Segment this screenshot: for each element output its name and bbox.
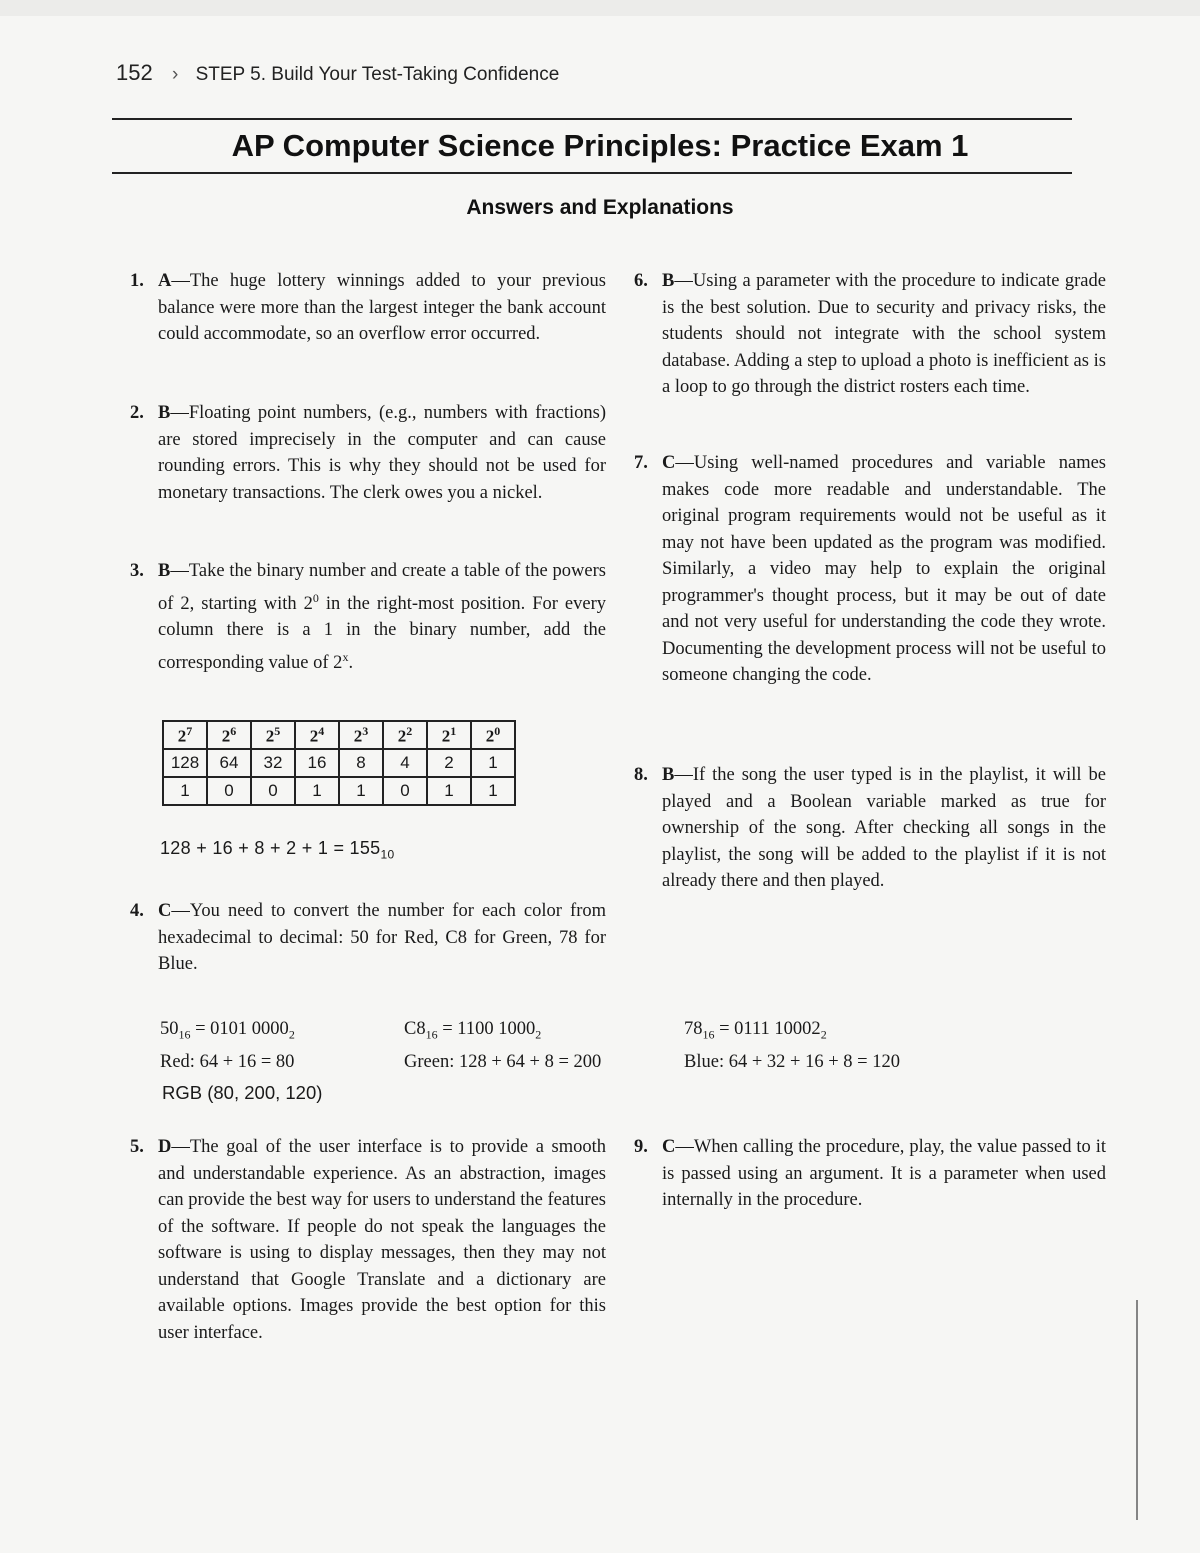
table-cell: $2^3$: [339, 721, 383, 749]
table-cell: 1: [339, 777, 383, 805]
answer-letter: B: [158, 403, 171, 423]
table-row: [163, 777, 515, 805]
answer-5: [130, 1134, 606, 1346]
table-cell: 0: [251, 777, 295, 805]
exponent: x: [342, 649, 349, 664]
answer-letter: B: [662, 271, 675, 291]
table-cell: 0: [383, 777, 427, 805]
answer-letter: C: [158, 901, 172, 921]
answer-text: —Using well-named procedures and variable names makes code more readable and understandable. The original program requirements would not be useful as it may not have been updated as the program was modified. Similarly, a video may help to explain the original programmer's thought process, but it may be out of date and not very useful for understanding the code they wrote. Documenting the development process will not be useful to someone changing the code.: [662, 453, 1106, 685]
answer-number: 3.: [130, 561, 144, 581]
table-cell: $2^0$: [471, 721, 515, 749]
answer-1: [130, 268, 606, 348]
hex-green: $C8_{16} = 1100$ $1000_2$ Green: 128 + 64 + 8 = 200: [404, 1019, 602, 1072]
answer-9: [634, 1134, 1106, 1214]
table-cell: $2^2$: [383, 721, 427, 749]
answer-3: [130, 558, 606, 676]
table-cell: 16: [295, 749, 339, 777]
answer-text: in the right-most position. For every column there is a 1 in the binary number, add the corresponding value of 2: [158, 593, 606, 673]
answer-letter: C: [662, 453, 676, 473]
table-cell: 1: [471, 749, 515, 777]
answer-number: 1.: [130, 271, 144, 291]
answer-number: 6.: [634, 271, 648, 291]
answer-8: [634, 762, 1106, 895]
table-cell: 2: [427, 749, 471, 777]
page-number: 152: [116, 60, 153, 85]
answer-number: 8.: [634, 765, 648, 785]
scan-edge: [0, 0, 1200, 16]
table-cell: $2^6$: [207, 721, 251, 749]
answer-letter: A: [158, 271, 172, 291]
answer-letter: D: [158, 1137, 172, 1157]
table-cell: 32: [251, 749, 295, 777]
answer-letter: C: [662, 1137, 676, 1157]
exam-title: AP Computer Science Principles: Practice Exam 1: [231, 128, 969, 163]
section-title: Answers and Explanations: [466, 196, 734, 219]
answer-6: [634, 268, 1106, 401]
scan-artifact-line: [1136, 1300, 1138, 1520]
table-row: [163, 721, 515, 749]
answer-text: .: [348, 652, 354, 673]
exponent: 0: [312, 590, 319, 605]
title-rule-bottom: [112, 172, 1072, 174]
table-cell: 1: [471, 777, 515, 805]
title-rule-top: [112, 118, 1072, 120]
answer-number: 2.: [130, 403, 144, 423]
running-title: STEP 5. Build Your Test-Taking Confidence: [195, 64, 560, 85]
table-cell: 0: [207, 777, 251, 805]
table-cell: $2^1$: [427, 721, 471, 749]
table-cell: 8: [339, 749, 383, 777]
answer-text: —The goal of the user interface is to provide a smooth and understandable experience. As an abstraction, images can provide the best way for users to understand the features of the software. If people do not speak the languages the software is using to display messages, then they may not understand that Google Translate and a dictionary are available options. Images provide the best option for this user interface.: [158, 1137, 606, 1343]
answer-number: 7.: [634, 453, 648, 473]
answer-number: 9.: [634, 1137, 648, 1157]
answer-text: —The huge lottery winnings added to your previous balance were more than the largest integer the bank account could accommodate, so an overflow error occurred.: [158, 271, 606, 344]
table-cell: 1: [163, 777, 207, 805]
answer-text: —Take the binary number and create a table of the powers of 2, starting with 2: [158, 561, 606, 614]
table-cell: 1: [427, 777, 471, 805]
answer-7: [634, 450, 1106, 689]
table-cell: 128: [163, 749, 207, 777]
answer-text: —If the song the user typed is in the playlist, it will be played and a Boolean variable marked as true for ownership of the song. After checking all songs in the playlist, the song will be added to the playlist if it is not already there and then played.: [662, 765, 1106, 891]
answer-4: [130, 898, 606, 978]
chevron-right-icon: ›: [172, 64, 179, 85]
answer-2: [130, 400, 606, 506]
table-cell: 64: [207, 749, 251, 777]
answer-text: —You need to convert the number for each color from hexadecimal to decimal: 50 for Red, C8 for Green, 78 for Blue.: [158, 901, 606, 974]
answer-text: —When calling the procedure, play, the value passed to it is passed using an argument. It is a parameter when used internally in the procedure.: [662, 1137, 1106, 1210]
answer-number: 5.: [130, 1137, 144, 1157]
answer-text: —Using a parameter with the procedure to indicate grade is the best solution. Due to security and privacy risks, the students should not integrate with the school system database. Adding a step to upload a photo is inefficient as is a loop to go through the district rosters each time.: [662, 271, 1106, 397]
table-cell: $2^4$: [295, 721, 339, 749]
table-row: [163, 749, 515, 777]
answer-letter: B: [158, 561, 171, 581]
hex-red: $50_{16} = 0101$ $0000_2$ Red: 64 + 16 = 80: [160, 1019, 295, 1072]
running-header: [116, 60, 559, 86]
table-cell: 4: [383, 749, 427, 777]
answer-text: —Floating point numbers, (e.g., numbers with fractions) are stored imprecisely in the computer and can cause rounding errors. This is why they should not be used for monetary transactions. The clerk owes you a nickel.: [158, 403, 606, 503]
powers-of-two-table: [162, 720, 516, 806]
hex-blue: $78_{16} = 0111$ $10002_2$ Blue: 64 + 32 + 16 + 8 = 120: [684, 1019, 900, 1072]
answer-letter: B: [662, 765, 675, 785]
table-cell: $2^5$: [251, 721, 295, 749]
table-cell: 1: [295, 777, 339, 805]
rgb-result: RGB (80, 200, 120): [162, 1082, 323, 1103]
binary-sum: $128 + 16 + 8 + 2 + 1 = 155_{10}$: [160, 838, 395, 862]
answer-number: 4.: [130, 901, 144, 921]
table-cell: $2^7$: [163, 721, 207, 749]
